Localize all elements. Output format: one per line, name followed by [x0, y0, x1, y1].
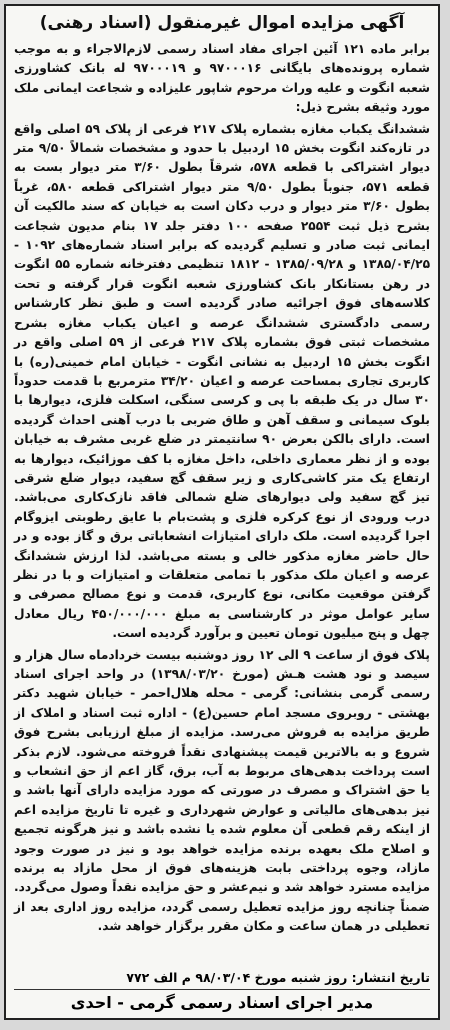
notice-paragraph-intro: برابر ماده ۱۲۱ آئین اجرای مفاد اسناد رسمی لازم‌الاجراء و به موجب شماره پرونده‌های بایگانی ۹۷۰۰۰۱۶ و ۹۷۰۰۰۱۹ له بانک کشاورزی شعبه انگوت و علیه وراث مرحوم شاپور علیزاده و شجاعت ایمانی ملک مورد وثیقه بشرح ذیل: [14, 42, 431, 115]
publish-date: تاریخ انتشار: روز شنبه مورخ ۹۸/۰۳/۰۴ م الف ۷۷۲ [126, 970, 430, 985]
notice-title: آگهی مزایده اموال غیرمنقول (اسناد رهنی) [39, 13, 405, 33]
notice-body [14, 40, 430, 937]
notice-paragraph-property: ششدانگ یکباب مغازه بشماره پلاک ۲۱۷ فرعی از پلاک ۵۹ اصلی واقع در تازه‌کند انگوت بخش ۱۵ اردبیل با حدود و مشخصات شمالاً ۹/۵۰ متر دیوار اشتراکی با قطعه ۵۷۸، شرقاً بطول ۳/۶۰ متر دیوار بست به قطعه ۵۷۱، جنوباً بطول ۹/۵۰ متر دیوار اشتراکی قطعه ۵۸۰، غرباً بطول ۳/۶۰ متر دیوار و درب دکان است به خیابان که سند مالکیت آن بشرح ذیل ثبت ۲۵۵۴ صفحه ۱۰۰ دفتر جلد ۱۷ بنام مدیون شجاعت ایمانی ثبت صادر و تسلیم گردیده که برابر اسناد شماره‌های ۱۰۹۲ - ۱۳۸۵/۰۴/۲۵ و ۱۳۸۵/۰۹/۲۸ - ۱۸۱۲ تنظیمی دفترخانه شماره ۵۵ انگوت در رهن بستانکار بانک کشاورزی شعبه انگوت قرار گرفته و تحت کلاسه‌های فوق اجرائیه صادر گردیده است و طبق نظر کارشناس رسمی دادگستری ششدانگ عرصه و اعیان یکباب مغازه بشرح مشخصات ثبتی فوق بشماره پلاک ۲۱۷ فرعی از ۵۹ اصلی واقع در انگوت بخش ۱۵ اردبیل به نشانی انگوت - خیابان امام خمینی(ره) با کاربری تجاری بمساحت عرصه و اعیان ۳۴/۲۰ مترمربع با قدمت حدوداً ۳۰ سال در یک طبقه با پی و کرسی سنگی، اسکلت فلزی، دیوارها با بلوک سیمانی و سقف آهن و طاق ضربی با درب آهنی احداث گردیده است. دارای بالکن بعرض ۹۰ سانتیمتر در ضلع غربی مشرف به خیابان بوده و از نظر معماری داخلی، داخل مغازه با کف موزائیک، دیوارها به ارتفاع یک متر کاشی‌کاری و زیر سقف گچ سفید، دیوار ضلع شرقی تیز گچ سفید ولی دیوارهای ضلع شمالی فاقد نازک‌کاری می‌باشد. درب ورودی از نوع کرکره فلزی و پشت‌بام با عایق رطوبتی ایزوگام اجرا گردیده است. ملک دارای امتیازات انشعاباتی برق و گاز بوده و در حال حاضر مغازه مذکور خالی و بسته می‌باشد. لذا ارزش ششدانگ عرصه و اعیان ملک مذکور با تمامی متعلقات و امتیازات و با در نظر گرفتن موقعیت مکانی، نوع کاربری، قدمت و نوع مصالح مصرفی و سایر عوامل موثر در کارشناسی به مبلغ ۴۵۰/۰۰۰/۰۰۰ ریال معادل چهل و پنج میلیون تومان تعیین و برآورد گردیده است. [14, 121, 431, 641]
signature: مدیر اجرای اسناد رسمی گرمی - احدی [14, 989, 430, 1012]
auction-notice [4, 4, 440, 1020]
notice-paragraph-auction: پلاک فوق از ساعت ۹ الی ۱۲ روز دوشنبه بیست خردادماه سال هزار و سیصد و نود هشت هـش (مورخ ۱۳۹۸/۰۳/۲۰) در واحد اجرای اسناد رسمی گرمی بنشانی: گرمی - محله هلال‌احمر - خیابان شهید دکتر بهشتی - روبروی مسجد امام حسین(ع) - اداره ثبت اسناد و املاک از طریق مزایده به فروش می‌رسد. مزایده از مبلغ ارزیابی بشرح فوق شروع و به بالاترین قیمت پیشنهادی نقداً فروخته می‌شود. لازم بذکر است پرداخت بدهی‌های مربوط به آب، برق، گاز اعم از حق انشعاب و یا حق اشتراک و مصرف در صورتی که مورد مزایده دارای آنها باشد و نیز بدهی‌های مالیاتی و عوارض شهرداری و غیره تا تاریخ مزایده اعم از اینکه رقم قطعی آن معلوم شده یا نشده باشد و نیز هرگونه تجمیع و اصلاح ملک بعهده برنده مزایده خواهد بود و نیز در صورت وجود مازاد، وجوه پرداختی بابت هزینه‌های فوق از محل مازاد به برنده مزایده مسترد خواهد شد و نیم‌عشر و حق مزایده نقداً وصول می‌گردد. ضمناً چنانچه روز مزایده تعطیل رسمی گردد، مزایده روز اداری بعد از تعطیلی در همان ساعت و مکان مقرر برگزار خواهد شد. [14, 647, 431, 934]
notice-footer [14, 970, 430, 1012]
